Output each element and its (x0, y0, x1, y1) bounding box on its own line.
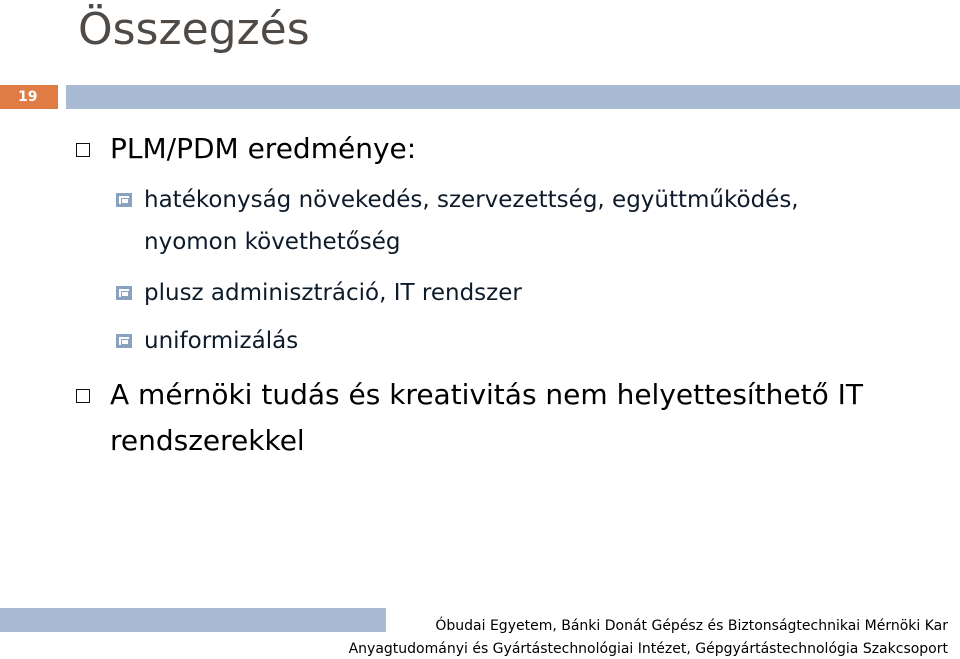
footer-department: Anyagtudományi és Gyártástechnológiai Intézet, Gépgyártástechnológia Szakcsoport (348, 641, 948, 657)
header-bar (66, 85, 960, 109)
sub-bullet-efficiency-line2: nyomon követhetőség (144, 229, 401, 255)
bullet-square-icon (76, 143, 90, 157)
bullet-square-icon (76, 389, 90, 403)
slide-number: 19 (0, 85, 58, 109)
footer-institution: Óbudai Egyetem, Bánki Donát Gépész és Biztonságtechnikai Mérnöki Kar (435, 618, 948, 634)
sub-bullet-icon (116, 286, 132, 300)
footer-bar (0, 608, 386, 632)
sub-bullet-efficiency-line1: hatékonyság növekedés, szervezettség, együttműködés, (144, 187, 799, 213)
sub-bullet-icon (116, 193, 132, 207)
sub-bullet-admin: plusz adminisztráció, IT rendszer (144, 280, 522, 306)
slide-title: Összegzés (78, 4, 310, 55)
bullet-knowledge-line1: A mérnöki tudás és kreativitás nem helyettesíthető IT (110, 378, 864, 411)
bullet-plm-result: PLM/PDM eredménye: (110, 132, 417, 165)
bullet-knowledge-line2: rendszerekkel (110, 424, 305, 457)
sub-bullet-icon (116, 334, 132, 348)
sub-bullet-uniform: uniformizálás (144, 328, 299, 354)
